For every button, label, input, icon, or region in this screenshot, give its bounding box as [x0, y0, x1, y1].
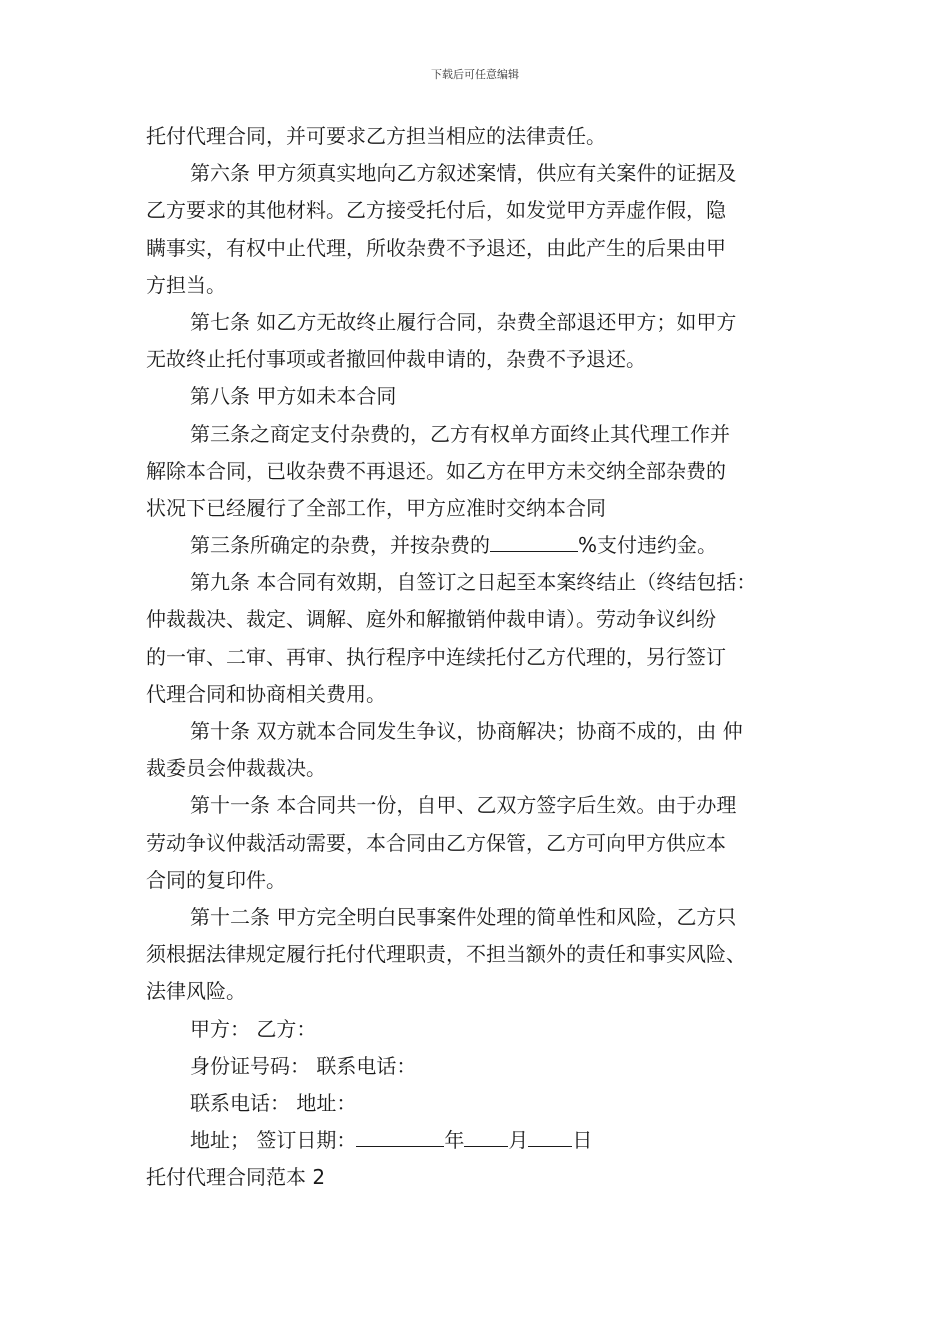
year-blank[interactable] [356, 1126, 444, 1147]
article-7: 第七条 如乙方无故终止履行合同，杂费全部退还甲方；如甲方 [190, 309, 737, 334]
text-line: 托付代理合同，并可要求乙方担当相应的法律责任。 [146, 124, 606, 148]
article-11: 第十一条 本合同共一份，自甲、乙双方签字后生效。由于办理 [190, 793, 737, 818]
text-line: 劳动争议仲裁活动需要，本合同由乙方保管，乙方可向甲方供应本 [146, 830, 726, 855]
day-blank[interactable] [528, 1126, 572, 1147]
article-12: 第十二条 甲方完全明白民事案件处理的简单性和风险，乙方只 [190, 904, 737, 929]
text-line: 须根据法律规定履行托付代理职责，不担当额外的责任和事实风险、 [146, 942, 746, 967]
day-label: 日 [572, 1128, 593, 1153]
article-8: 第八条 甲方如未本合同 [190, 384, 397, 409]
page-header-note: 下载后可任意编辑 [431, 68, 519, 81]
article-10: 第十条 双方就本合同发生争议，协商解决；协商不成的，由 仲 [190, 719, 743, 743]
text-line: 状况下已经履行了全部工作，甲方应准时交纳本合同 [146, 495, 606, 520]
penalty-text: 第三条所确定的杂费，并按杂费的 [190, 533, 490, 558]
text-line: 裁委员会仲裁裁决。 [146, 756, 326, 781]
month-label: 月 [508, 1128, 529, 1153]
penalty-percent-blank[interactable] [490, 531, 578, 552]
text-line: 第三条之商定支付杂费的，乙方有权单方面终止其代理工作并 [190, 421, 730, 446]
text-line: 仲裁裁决、裁定、调解、庭外和解撤销仲裁申请）。劳动争议纠纷 [146, 607, 716, 632]
text-line: 的一审、二审、再审、执行程序中连续托付乙方代理的，另行签订 [146, 644, 726, 669]
section-title: 托付代理合同范本 2 [146, 1165, 326, 1190]
text-line: 瞒事实，有权中止代理，所收杂费不予退还，由此产生的后果由甲 [146, 235, 726, 260]
penalty-line [146, 527, 822, 564]
text-line: 合同的复印件。 [146, 867, 286, 892]
text-line: 无故终止托付事项或者撤回仲裁申请的，杂费不予退还。 [146, 347, 646, 372]
text-line: 代理合同和协商相关费用。 [146, 681, 386, 706]
text-line: 解除本合同，已收杂费不再退还。如乙方在甲方未交纳全部杂费的 [146, 458, 726, 483]
text-line: 乙方要求的其他材料。乙方接受托付后，如发觉甲方弄虚作假，隐 [146, 198, 726, 223]
signature-id-phone: 身份证号码： 联系电话： [190, 1053, 417, 1078]
year-label: 年 [444, 1128, 465, 1153]
document-body [146, 118, 822, 1196]
address-date-label: 地址； 签订日期： [190, 1128, 357, 1153]
article-6: 第六条 甲方须真实地向乙方叙述案情，供应有关案件的证据及 [190, 161, 737, 186]
month-blank[interactable] [464, 1126, 508, 1147]
signature-date-line [146, 1122, 822, 1159]
text-line: 方担当。 [146, 272, 226, 297]
signature-phone-address: 联系电话： 地址： [190, 1090, 357, 1115]
signature-parties: 甲方： 乙方： [190, 1016, 317, 1041]
article-9: 第九条 本合同有效期，自签订之日起至本案终结止（终结包括： [190, 570, 757, 595]
text-line: 法律风险。 [146, 979, 246, 1004]
penalty-text-after: %支付违约金。 [578, 533, 718, 558]
